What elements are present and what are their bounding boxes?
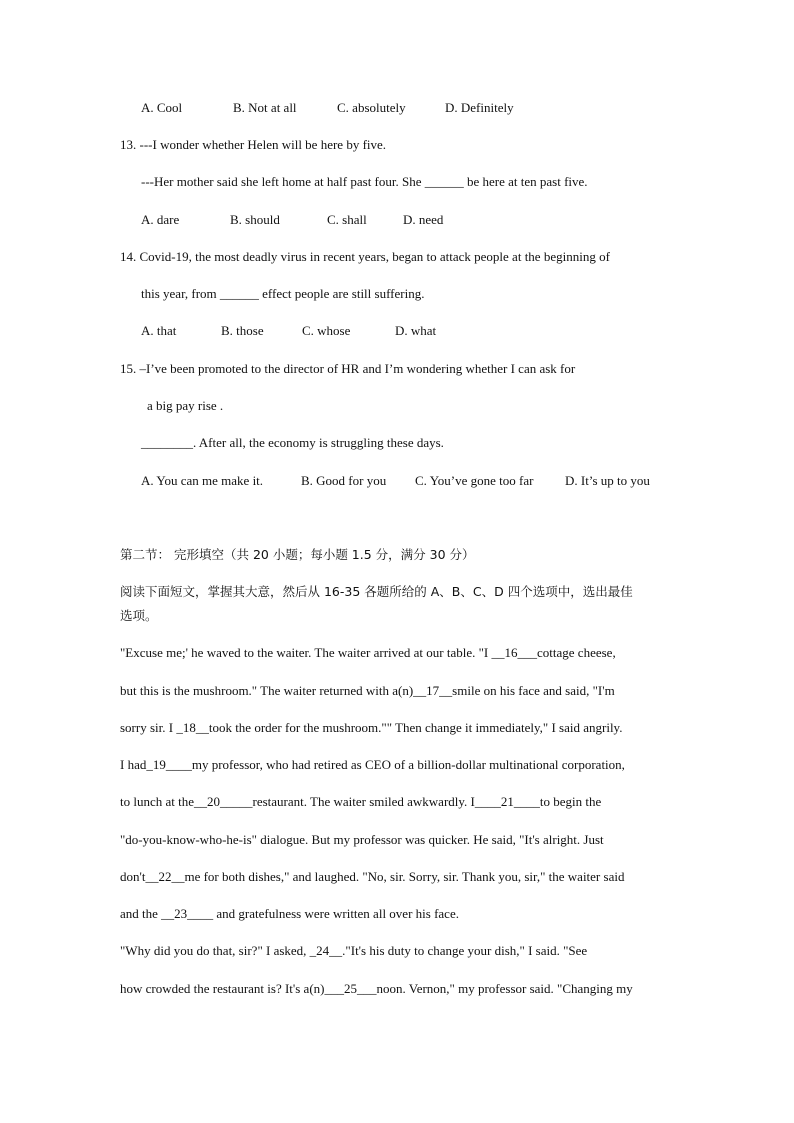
q13-option-a: A. dare xyxy=(141,212,180,227)
section-heading: 第二节： 完形填空（共 20 小题；每小题 1.5 分，满分 30 分） xyxy=(120,547,475,562)
q12-option-a: A. Cool xyxy=(141,100,183,115)
q14-line2: this year, from ______ effect people are still suffering. xyxy=(141,286,425,301)
section-instruction: 阅读下面短文，掌握其大意，然后从 16-35 各题所给的 A、B、C、D 四个选项中，选出最佳 xyxy=(120,584,633,599)
passage-line: to lunch at the__20_____restaurant. The waiter smiled awkwardly. I____21____to begin the xyxy=(120,794,602,809)
q12-option-c: C. absolutely xyxy=(337,100,406,115)
q15-option-d: D. It’s up to you xyxy=(565,473,650,488)
q13-option-d: D. need xyxy=(403,212,444,227)
passage-line: how crowded the restaurant is? It's a(n)___25___noon. Vernon," my professor said. "Changing my xyxy=(120,981,633,996)
q15-line1: 15. –I’ve been promoted to the director of HR and I’m wondering whether I can ask for xyxy=(120,361,576,376)
q14-line1: 14. Covid-19, the most deadly virus in recent years, began to attack people at the beginning of xyxy=(120,249,610,264)
passage-line: sorry sir. I _18__took the order for the mushroom."" Then change it immediately," I said angrily. xyxy=(120,720,623,735)
q13-option-b: B. should xyxy=(230,212,280,227)
passage-line: "Excuse me;' he waved to the waiter. The waiter arrived at our table. "I __16___cottage cheese, xyxy=(120,645,616,660)
q13-line2: ---Her mother said she left home at half past four. She ______ be here at ten past five. xyxy=(141,174,588,189)
passage-line: but this is the mushroom." The waiter returned with a(n)__17__smile on his face and said, "I'm xyxy=(120,683,615,698)
q12-option-b: B. Not at all xyxy=(233,100,297,115)
q15-option-a: A. You can me make it. xyxy=(141,473,264,488)
q14-option-a: A. that xyxy=(141,323,177,338)
q15-line2: a big pay rise . xyxy=(147,398,224,413)
q12-option-d: D. Definitely xyxy=(445,100,514,115)
passage-line: I had_19____my professor, who had retired as CEO of a billion-dollar multinational corporation, xyxy=(120,757,625,772)
q14-option-d: D. what xyxy=(395,323,437,338)
passage-line: don't__22__me for both dishes," and laughed. "No, sir. Sorry, sir. Thank you, sir," the waiter said xyxy=(120,869,625,884)
q15-option-c: C. You’ve gone too far xyxy=(415,473,534,488)
passage-line: "do-you-know-who-he-is" dialogue. But my professor was quicker. He said, "It's alright. Just xyxy=(120,832,604,847)
q15-option-b: B. Good for you xyxy=(301,473,387,488)
passage-line: "Why did you do that, sir?" I asked, _24__."It's his duty to change your dish," I said. "See xyxy=(120,943,588,958)
q14-option-b: B. those xyxy=(221,323,264,338)
q13-option-c: C. shall xyxy=(327,212,367,227)
q15-line3: ________. After all, the economy is struggling these days. xyxy=(141,435,444,450)
q14-option-c: C. whose xyxy=(302,323,351,338)
passage-line: and the __23____ and gratefulness were written all over his face. xyxy=(120,906,459,921)
section-instruction-cont: 选项。 xyxy=(120,608,158,623)
q13-line1: 13. ---I wonder whether Helen will be here by five. xyxy=(120,137,387,152)
